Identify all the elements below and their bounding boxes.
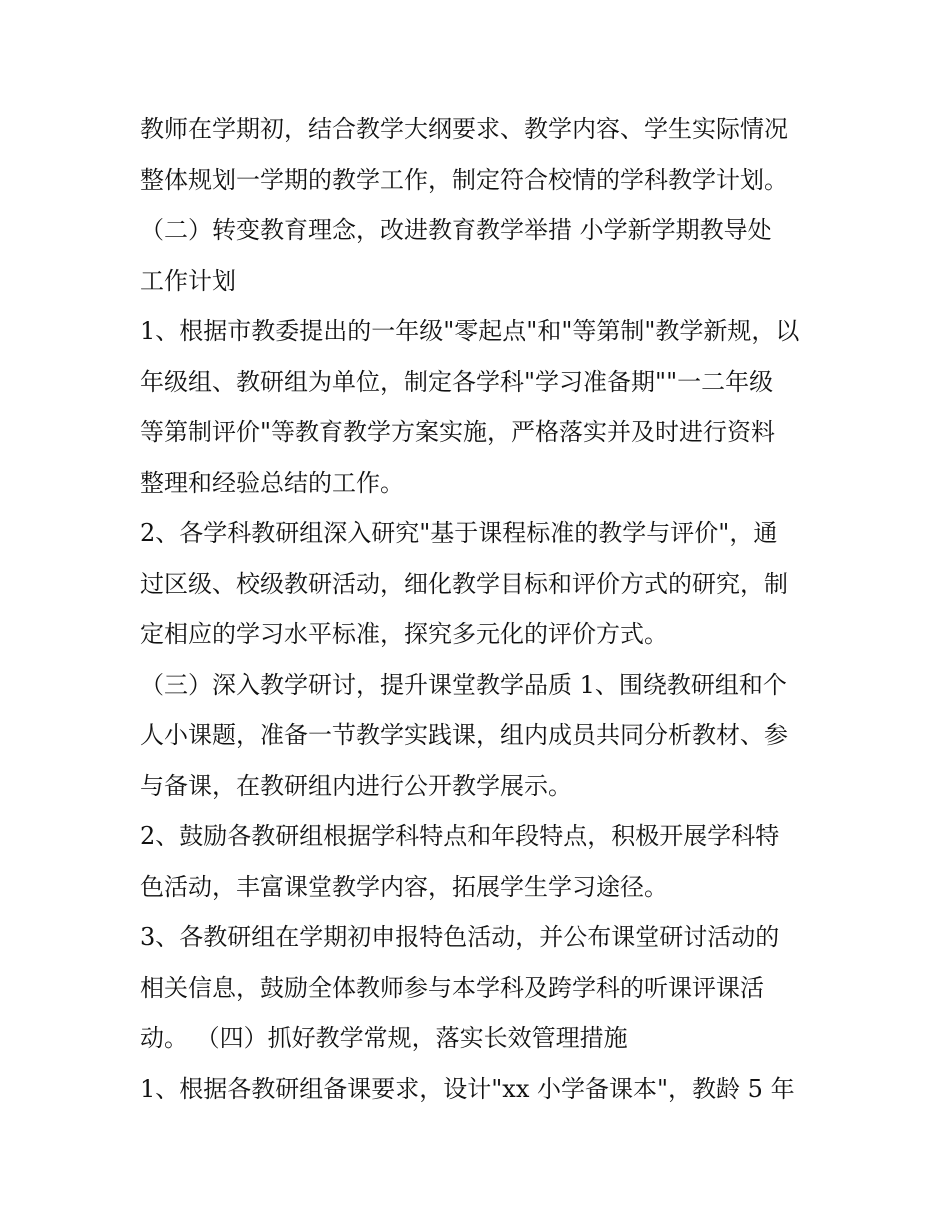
text-line: 1、根据市教委提出的一年级"零起点"和"等第制"教学新规，以: [140, 317, 800, 345]
text-line: 定相应的学习水平标准，探究多元化的评价方式。: [140, 620, 668, 648]
text-line: 与备课，在教研组内进行公开教学展示。: [140, 771, 572, 800]
text-line: 等第制评价"等教育教学方案实施，严格落实并及时进行资料: [140, 418, 776, 446]
section-heading-line: （二）转变教育理念，改进教育教学举措 小学新学期教导处: [140, 216, 772, 244]
text-line: 2、各学科教研组深入研究"基于课程标准的教学与评价"，通: [140, 519, 778, 547]
text-line: 3、各教研组在学期初申报特色活动，并公布课堂研讨活动的: [140, 923, 780, 951]
text-line: 过区级、校级教研活动，细化教学目标和评价方式的研究，制: [140, 569, 788, 598]
text-line: 相关信息，鼓励全体教师参与本学科及跨学科的听课评课活: [140, 973, 764, 1002]
text-line: 教师在学期初，结合教学大纲要求、教学内容、学生实际情况: [140, 115, 788, 143]
text-line: 色活动，丰富课堂教学内容，拓展学生学习途径。: [140, 872, 668, 901]
text-line: 年级组、教研组为单位，制定各学科"学习准备期""一二年级: [140, 367, 774, 396]
text-line: 工作计划: [140, 266, 236, 295]
text-line: 整体规划一学期的教学工作，制定符合校情的学科教学计划。: [140, 165, 788, 194]
text-line: 2、鼓励各教研组根据学科特点和年段特点，积极开展学科特: [140, 822, 780, 850]
text-line: 人小课题，准备一节教学实践课，组内成员共同分析教材、参: [140, 721, 788, 749]
section-heading-line: （三）深入教学研讨，提升课堂教学品质 1、围绕教研组和个: [140, 670, 787, 699]
text-line: 1、根据各教研组备课要求，设计"xx 小学备课本"，教龄 5 年: [140, 1074, 795, 1103]
text-line: 整理和经验总结的工作。: [140, 468, 404, 497]
document-body: [140, 104, 830, 1114]
section-heading-line: 动。 （四）抓好教学常规，落实长效管理措施: [140, 1024, 628, 1052]
